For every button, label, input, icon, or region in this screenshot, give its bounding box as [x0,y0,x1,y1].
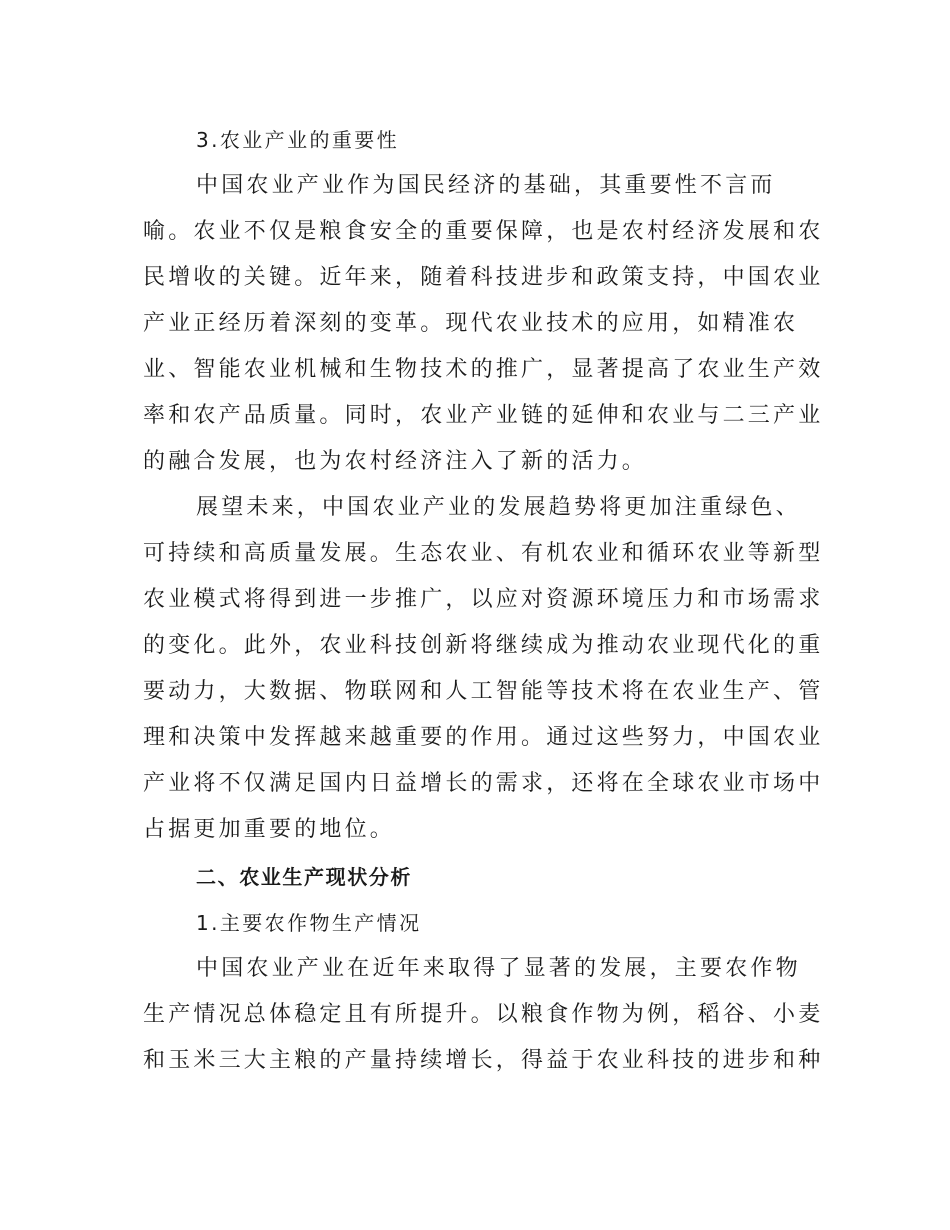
paragraph-line: 产业将不仅满足国内日益增长的需求，还将在全球农业市场中 [143,771,824,796]
paragraph-line: 生产情况总体稳定且有所提升。以粮食作物为例，稻谷、小麦 [143,1002,824,1027]
paragraph-line: 中国农业产业作为国民经济的基础，其重要性不言而 [196,173,776,198]
paragraph-line: 农业模式将得到进一步推广，以应对资源环境压力和市场需求 [143,587,824,612]
subheading-importance: 3.农业产业的重要性 [196,128,400,152]
paragraph-line: 理和决策中发挥越来越重要的作用。通过这些努力，中国农业 [143,725,824,750]
paragraph-line: 展望未来，中国农业产业的发展趋势将更加注重绿色、 [196,495,801,520]
paragraph-line: 产业正经历着深刻的变革。现代农业技术的应用，如精准农 [143,311,799,336]
paragraph-line: 可持续和高质量发展。生态农业、有机农业和循环农业等新型 [143,541,824,566]
paragraph-line: 要动力，大数据、物联网和人工智能等技术将在农业生产、管 [143,679,824,704]
paragraph-line: 喻。农业不仅是粮食安全的重要保障，也是农村经济发展和农 [143,219,824,244]
paragraph-line: 率和农产品质量。同时，农业产业链的延伸和农业与二三产业 [143,403,824,428]
paragraph-line: 的融合发展，也为农村经济注入了新的活力。 [143,449,648,474]
paragraph-line: 占据更加重要的地位。 [143,817,396,842]
paragraph-line: 和玉米三大主粮的产量持续增长，得益于农业科技的进步和种 [143,1048,824,1073]
section-heading: 二、农业生产现状分析 [196,865,412,889]
paragraph-line: 民增收的关键。近年来，随着科技进步和政策支持，中国农业 [143,265,824,290]
paragraph-line: 的变化。此外，农业科技创新将继续成为推动农业现代化的重 [143,633,824,658]
paragraph-line: 中国农业产业在近年来取得了显著的发展，主要农作物 [196,956,801,981]
paragraph-line: 业、智能农业机械和生物技术的推广，显著提高了农业生产效 [143,357,824,382]
subheading-crop-production: 1.主要农作物生产情况 [196,911,422,935]
